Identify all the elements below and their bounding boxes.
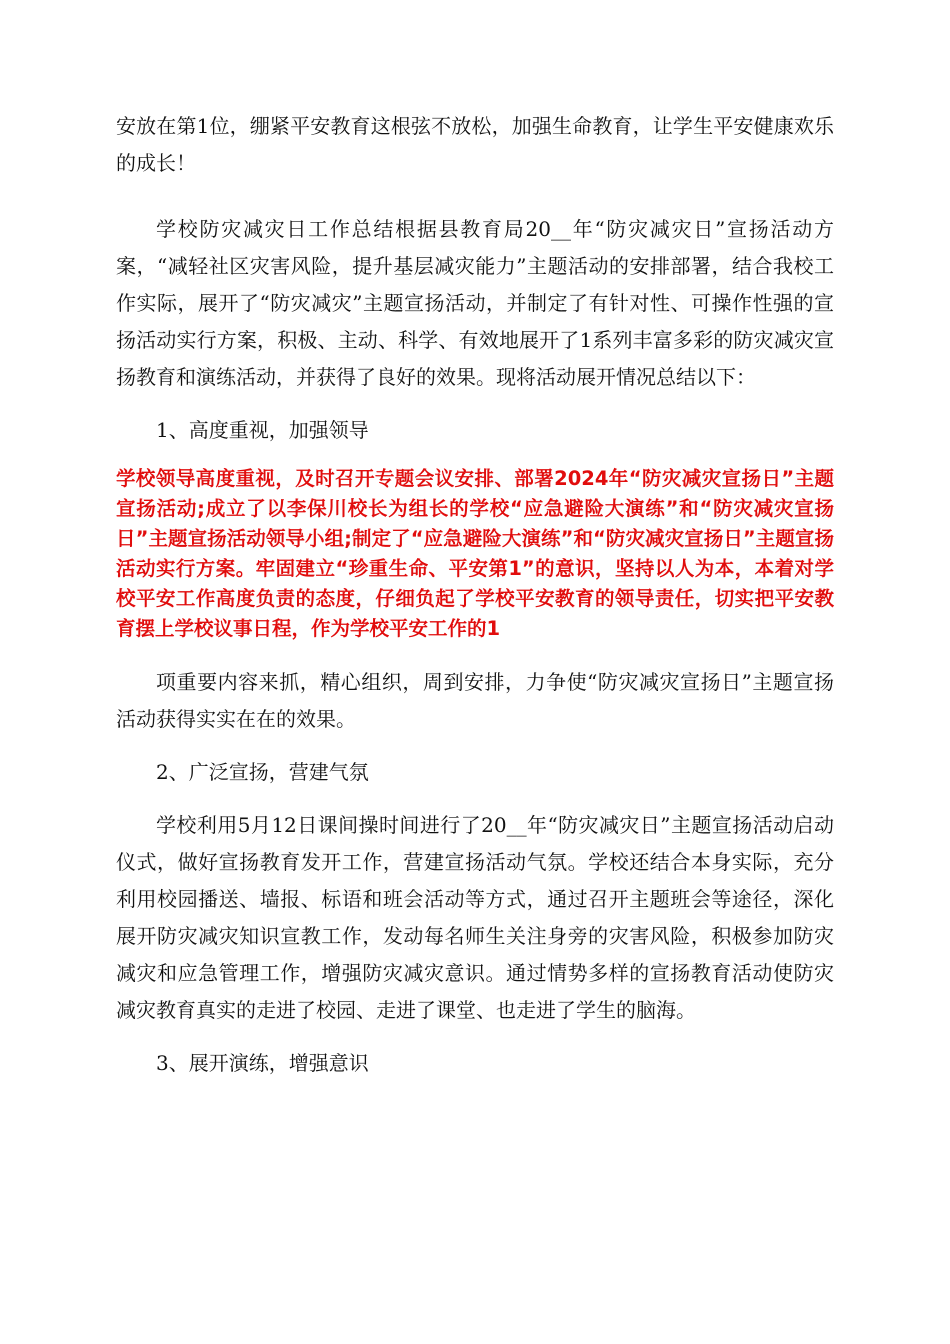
- paragraph-section-2: 学校利用5月12日课间操时间进行了20__年“防灾减灾日”主题宣扬活动启动仪式，做好宣扬教育发开工作，营建宣扬活动气氛。学校还结合本身实际，充分利用校园播送、墙报、标语和班会活动等方式，通过召开主题班会等途径，深化展开防灾减灾知识宣教工作，发动每名师生关注身旁的灾害风险，积极参加防灾减灾和应急管理工作，增强防灾减灾意识。通过情势多样的宣扬教育活动使防灾减灾教育真实的走进了校园、走进了课堂、也走进了学生的脑海。: [116, 813, 834, 1022]
- paragraph-section-1-end: 项重要内容来抓，精心组织，周到安排，力争使“防灾减灾宣扬日”主题宣扬活动获得实实在在的效果。: [116, 670, 834, 731]
- paragraph-continuation: 安放在第1位，绷紧平安教育这根弦不放松，加强生命教育，让学生平安健康欢乐的成长！: [116, 114, 834, 175]
- paragraph-summary-intro: 学校防灾减灾日工作总结根据县教育局20__年“防灾减灾日”宣扬活动方案，“减轻社区灾害风险，提升基层减灾能力”主题活动的安排部署，结合我校工作实际，展开了“防灾减灾”主题宣扬活动，并制定了有针对性、可操作性强的宣扬活动实行方案，积极、主动、科学、有效地展开了1系列丰富多彩的防灾减灾宣扬教育和演练活动，并获得了良好的效果。现将活动展开情况总结以下：: [116, 217, 834, 389]
- section-heading-2: 2、广泛宣扬，营建气氛: [156, 760, 369, 784]
- document-body: [116, 108, 834, 1082]
- section-heading-3: 3、展开演练，增强意识: [156, 1051, 369, 1075]
- section-heading-1: 1、高度重视，加强领导: [156, 418, 369, 442]
- highlighted-paragraph: 学校领导高度重视，及时召开专题会议安排、部署2024年“防灾减灾宣扬日”主题宣扬活动;成立了以李保川校长为组长的学校“应急避险大演练”和“防灾减灾宣扬日”主题宣扬活动领导小组;制定了“应急避险大演练”和“防灾减灾宣扬日”主题宣扬活动实行方案。牢固建立“珍重生命、平安第1”的意识，坚持以人为本，本着对学校平安工作高度负责的态度，仔细负起了学校平安教育的领导责任，切实把平安教育摆上学校议事日程，作为学校平安工作的1: [116, 467, 834, 640]
